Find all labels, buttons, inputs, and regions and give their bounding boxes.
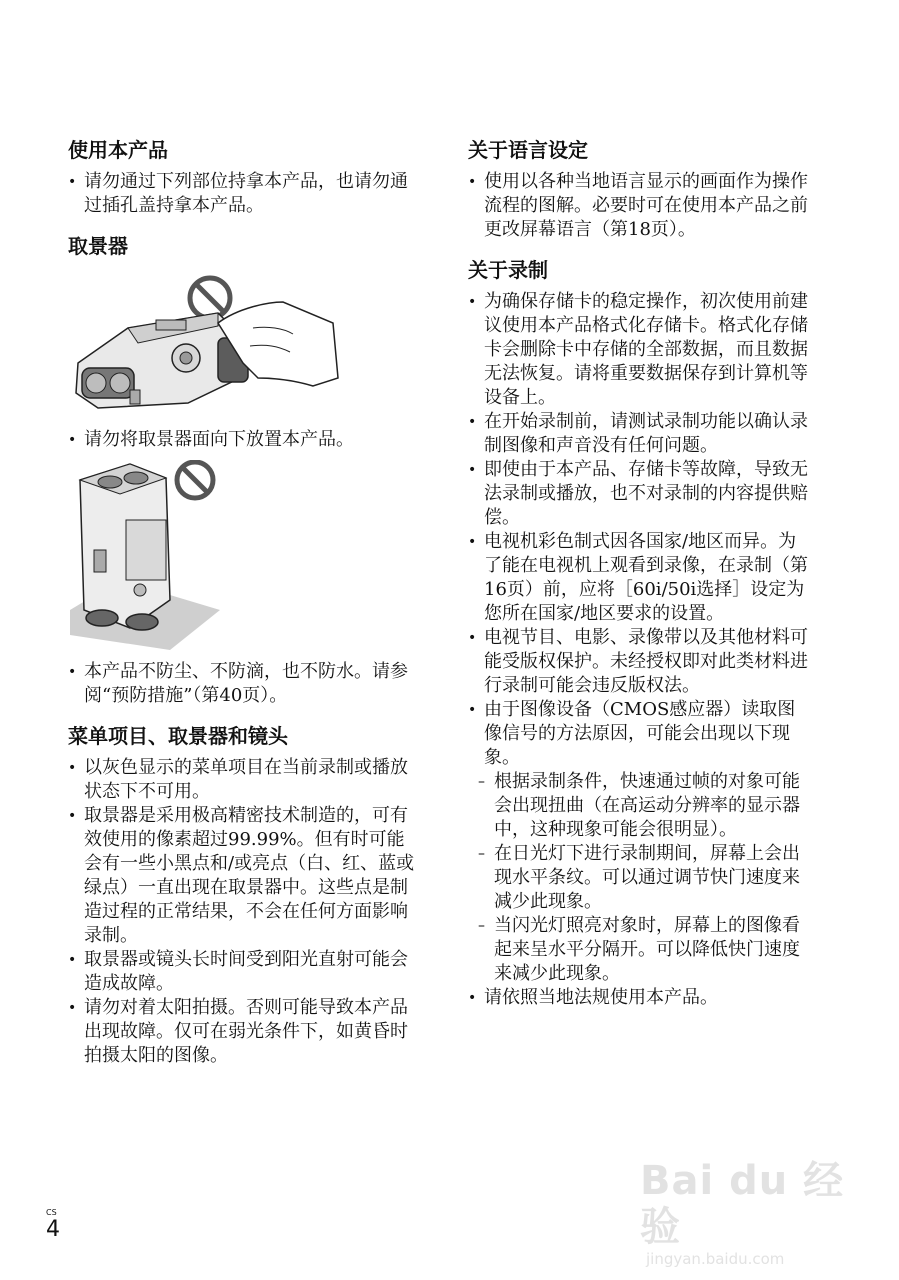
- list-item: • 本产品不防尘、不防滴，也不防水。请参阅“预防措施”（第40页）。: [68, 660, 418, 708]
- list-use-product: [68, 170, 418, 218]
- sub-list-item: – 当闪光灯照亮对象时，屏幕上的图像看起来呈水平分隔开。可以降低快门速度来减少此现象。: [478, 914, 813, 986]
- watermark: [640, 1158, 860, 1268]
- prohibited-icon: [177, 462, 213, 498]
- watermark-logo: Bai du 经验: [640, 1158, 845, 1250]
- list-item: • 取景器是采用极高精密技术制造的，可有效使用的像素超过99.99%。但有时可能会有一些小黑点和/或亮点（白、红、蓝或绿点）一直出现在取景器中。这些点是制造过程的正常结果，不会在任何方面影响录制。: [68, 804, 418, 948]
- section-title-menu-viewfinder-lens: 菜单项目、取景器和镜头: [68, 724, 288, 748]
- figure-viewfinder-down: [70, 460, 230, 650]
- list-menu-viewfinder-lens: [68, 756, 418, 1068]
- section-viewfinder: [68, 232, 418, 708]
- list-item: • 电视节目、电影、录像带以及其他材料可能受版权保护。未经授权即对此类材料进行录制可能会违反版权法。: [468, 626, 813, 698]
- section-title-language: 关于语言设定: [468, 138, 588, 162]
- list-viewfinder-2: [68, 660, 418, 708]
- list-item: • 即使由于本产品、存储卡等故障，导致无法录制或播放，也不对录制的内容提供赔偿。: [468, 458, 813, 530]
- camera-held-illustration: [68, 268, 348, 418]
- list-item: • 由于图像设备（CMOS感应器）读取图像信号的方法原因，可能会出现以下现象。: [468, 698, 813, 770]
- section-title-viewfinder: 取景器: [68, 234, 128, 258]
- page-footer: [46, 1208, 60, 1242]
- section-recording: [468, 256, 813, 1010]
- list-item: • 为确保存储卡的稳定操作，初次使用前建议使用本产品格式化存储卡。格式化存储卡会删除卡中存储的全部数据，而且数据无法恢复。请将重要数据保存到计算机等设备上。: [468, 290, 813, 410]
- section-language: [468, 136, 813, 242]
- list-recording: [468, 290, 813, 770]
- list-item: • 在开始录制前，请测试录制功能以确认录制图像和声音没有任何问题。: [468, 410, 813, 458]
- section-title-recording: 关于录制: [468, 258, 548, 282]
- left-column: [68, 136, 418, 1082]
- watermark-url: jingyan.baidu.com: [646, 1250, 785, 1268]
- list-viewfinder-1: [68, 428, 418, 452]
- list-item: • 请勿对着太阳拍摄。否则可能导致本产品出现故障。仅可在弱光条件下，如黄昏时拍摄太阳的图像。: [68, 996, 418, 1068]
- list-language: [468, 170, 813, 242]
- sub-list-item: – 根据录制条件，快速通过帧的对象可能会出现扭曲（在高运动分辨率的显示器中，这种现象可能会很明显）。: [478, 770, 813, 842]
- section-use-product: [68, 136, 418, 218]
- page-number: 4: [46, 1217, 60, 1242]
- list-recording-last: [468, 986, 813, 1010]
- sub-list-item: – 在日光灯下进行录制期间，屏幕上会出现水平条纹。可以通过调节快门速度来减少此现象。: [478, 842, 813, 914]
- language-code-label: CS: [46, 1208, 57, 1217]
- list-recording-phenomena: [478, 770, 813, 986]
- section-menu-viewfinder-lens: [68, 722, 418, 1068]
- list-item: • 使用以各种当地语言显示的画面作为操作流程的图解。必要时可在使用本产品之前更改屏幕语言（第18页）。: [468, 170, 813, 242]
- list-item: • 请勿通过下列部位持拿本产品，也请勿通过插孔盖持拿本产品。: [68, 170, 418, 218]
- list-item: • 以灰色显示的菜单项目在当前录制或播放状态下不可用。: [68, 756, 418, 804]
- list-item: • 请勿将取景器面向下放置本产品。: [68, 428, 418, 452]
- list-item: • 请依照当地法规使用本产品。: [468, 986, 813, 1010]
- prohibited-icon: [190, 278, 230, 318]
- right-column: [468, 136, 813, 1024]
- section-title-use-product: 使用本产品: [68, 138, 168, 162]
- camera-upright-illustration: [70, 460, 230, 650]
- figure-hold-by-viewfinder: [68, 268, 348, 418]
- list-item: • 取景器或镜头长时间受到阳光直射可能会造成故障。: [68, 948, 418, 996]
- list-item: • 电视机彩色制式因各国家/地区而异。为了能在电视机上观看到录像，在录制（第16页）前，应将［60i/50i选择］设定为您所在国家/地区要求的设置。: [468, 530, 813, 626]
